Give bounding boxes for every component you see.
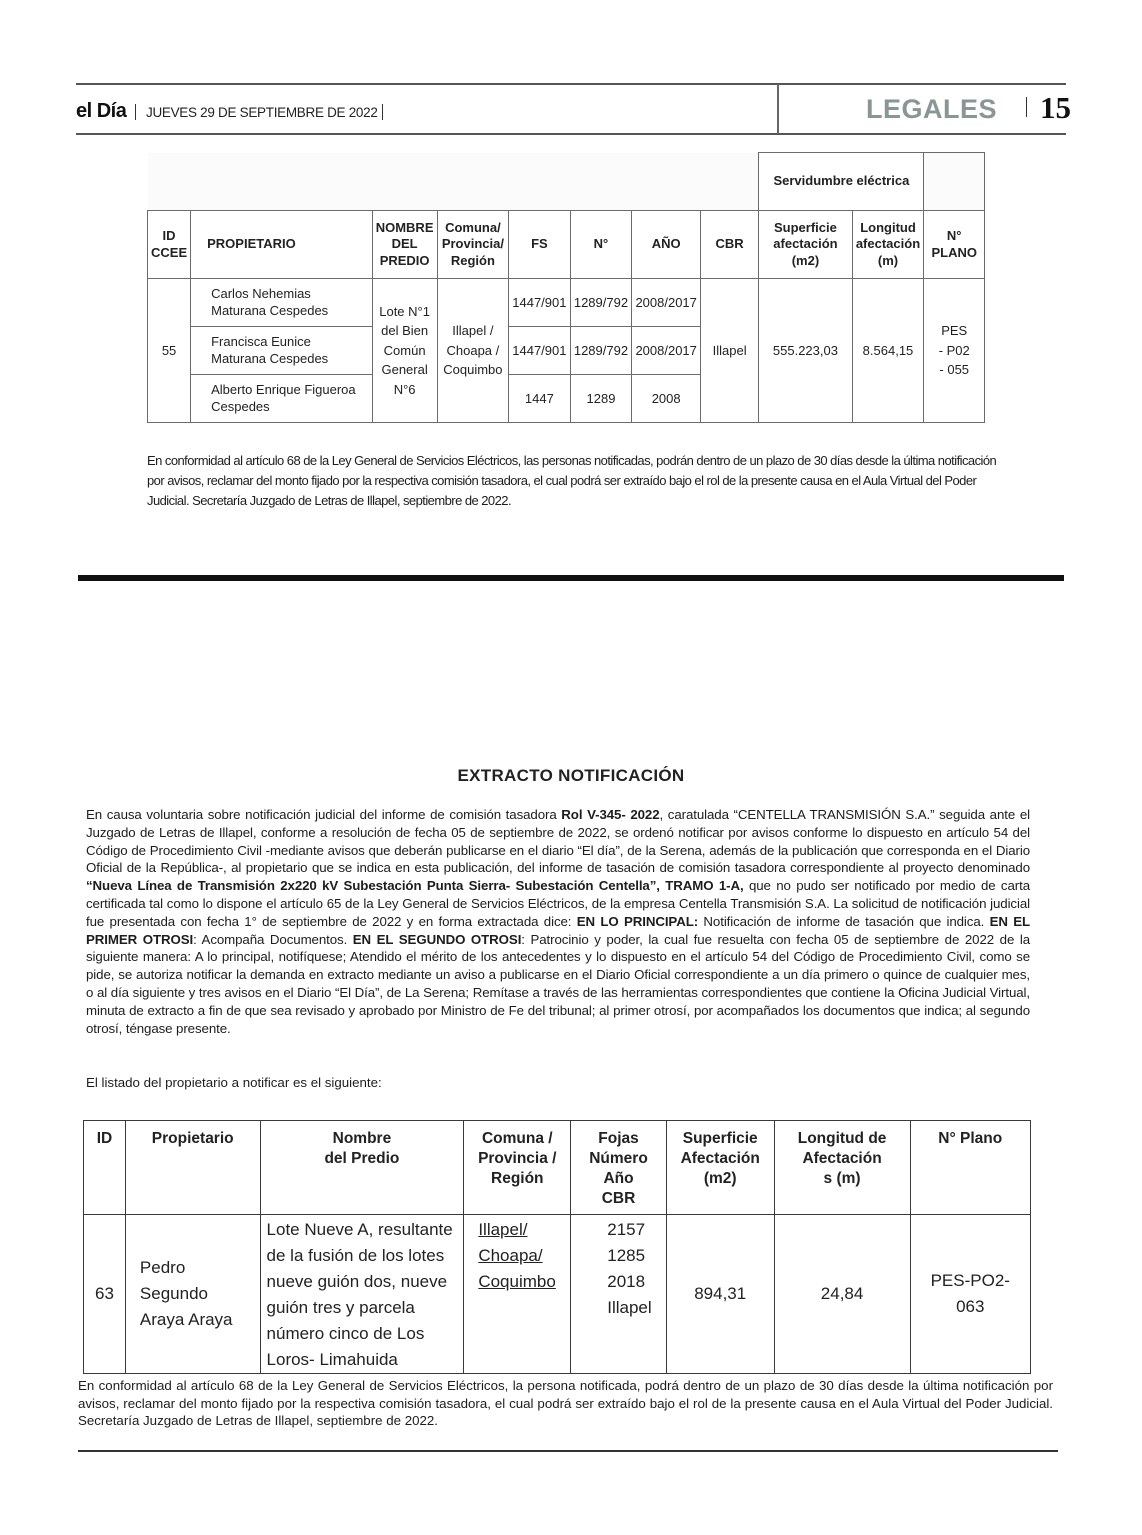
- list-intro: El listado del propietario a notificar es el siguiente:: [86, 1075, 382, 1090]
- notice-paragraph-2: En conformidad al artículo 68 de la Ley General de Servicios Eléctricos, la persona notificada, podrá dentro de un plazo de 30 días desde la última notificación por avisos, reclamar del monto fijado por la respectiva comisión tasadora, el cual podrá ser extraído bajo el rol de la presente causa en el Aula Virtual del Poder Judicial. Secretaría Juzgado de Letras de Illapel, septiembre de 2022.: [78, 1378, 1053, 1428]
- cell-superficie: 555.223,03: [759, 279, 852, 423]
- numero-value: 1285: [607, 1246, 646, 1265]
- header-top-rule: [76, 83, 1066, 85]
- body-text: que no pudo ser notificado por medio de carta certificada tal como lo dispone el artículo 65 de la Ley General de Servicios Eléctricos, de la empresa Centella Transmisión S.A. La solicitud de notificación judicial fue presentada con fecha 1° de septiembre de 2022 y en forma extractada dice:: [86, 878, 1030, 929]
- col-header-numero: N°: [570, 211, 632, 279]
- col-header-propietario: PROPIETARIO: [191, 211, 373, 279]
- col-header-plano: N° Plano: [910, 1121, 1030, 1215]
- cbr-value: Illapel: [607, 1298, 652, 1317]
- cell-fs: 1447/901: [509, 327, 570, 375]
- cell-anio: 2008/2017: [632, 327, 700, 375]
- cell-fs: 1447: [509, 375, 570, 423]
- col-header-comuna: Comuna / Provincia / Región: [464, 1121, 571, 1215]
- col-header-predio: Nombre del Predio: [260, 1121, 464, 1215]
- notice-paragraph-1: En conformidad al artículo 68 de la Ley General de Servicios Eléctricos, las personas notificadas, podrán dentro de un plazo de 30 días desde la última notificación por avisos, reclamar del monto fijado por la respectiva comisión tasadora, el cual podrá ser extraído bajo el rol de la presente causa en el Aula Virtual del Poder Judicial. Secretaría Juzgado de Letras de Illapel, septiembre de 2022.: [147, 453, 997, 508]
- col-header-longitud: Longitud de Afectación s (m): [774, 1121, 910, 1215]
- cell-numero: 1289/792: [570, 279, 632, 327]
- owners-table-ccee-55: [147, 152, 985, 423]
- cell-anio: 2008/2017: [632, 279, 700, 327]
- body-text: Notificación de informe de tasación que indica.: [698, 913, 990, 929]
- cell-propietario: Carlos Nehemias Maturana Cespedes: [191, 279, 373, 327]
- cell-numero: 1289/792: [570, 327, 632, 375]
- anio-value: 2018: [607, 1272, 646, 1291]
- table-row: [148, 279, 985, 327]
- cell-numero: 1289: [570, 375, 632, 423]
- cell-id: 55: [148, 279, 191, 423]
- col-header-id: ID CCEE: [148, 211, 191, 279]
- cell-longitud: 8.564,15: [852, 279, 924, 423]
- col-header-comuna: Comuna/ Provincia/ Región: [437, 211, 509, 279]
- col-header-plano: N° PLANO: [924, 211, 985, 279]
- cell-comuna: [464, 1215, 571, 1374]
- comuna-text: Illapel/ Choapa/ Coquimbo: [478, 1220, 556, 1291]
- extracto-title: EXTRACTO NOTIFICACIÓN: [457, 766, 685, 785]
- col-header-longitud: Longitud afectación (m): [852, 211, 924, 279]
- cell-predio: Lote Nueve A, resultante de la fusión de los lotes nueve guión dos, nueve guión tres y parcela número cinco de Los Loros- Limahuida: [260, 1215, 464, 1374]
- cell-anio: 2008: [632, 375, 700, 423]
- col-header-propietario: Propietario: [125, 1121, 260, 1215]
- cell-plano: PES - P02 - 055: [924, 279, 985, 423]
- cell-propietario: Alberto Enrique Figueroa Cespedes: [191, 375, 373, 423]
- table-row: [84, 1215, 1031, 1374]
- body-text: En causa voluntaria sobre notificación judicial del informe de comisión tasadora: [86, 807, 562, 822]
- col-header-superficie: Superficie afectación (m2): [759, 211, 852, 279]
- cell-fojas: [571, 1215, 667, 1374]
- body-text: : Acompaña Documentos.: [193, 931, 353, 947]
- cell-propietario: Pedro Segundo Araya Araya: [125, 1215, 260, 1374]
- bottom-rule: [78, 1450, 1058, 1452]
- cell-comuna: Illapel / Choapa / Coquimbo: [437, 279, 509, 423]
- newspaper-logo: el Día: [76, 100, 127, 122]
- col-header-cbr: CBR: [700, 211, 758, 279]
- cell-longitud: 24,84: [774, 1215, 910, 1374]
- col-header-fs: FS: [509, 211, 570, 279]
- rol-number: Rol V-345- 2022: [561, 807, 660, 822]
- bold-heading: EN EL PRIMER OTROSI: [86, 913, 1030, 947]
- cell-plano: PES-PO2-063: [910, 1215, 1030, 1374]
- fojas-value: 2157: [607, 1220, 646, 1239]
- header-pipe: [382, 104, 383, 120]
- cell-propietario: Francisca Eunice Maturana Cespedes: [191, 327, 373, 375]
- cell-cbr: Illapel: [700, 279, 758, 423]
- header-bottom-rule: [76, 133, 1066, 135]
- bold-heading: EN LO PRINCIPAL:: [576, 913, 699, 929]
- header-pipe: [1026, 97, 1027, 117]
- cell-predio: Lote N°1 del Bien Común General N°6: [372, 279, 437, 423]
- owner-table-63: [83, 1120, 1031, 1374]
- group-header-servidumbre: Servidumbre eléctrica: [759, 153, 924, 211]
- col-header-predio: NOMBRE DEL PREDIO: [372, 211, 437, 279]
- section-title: LEGALES: [866, 94, 998, 124]
- section-divider: [78, 575, 1064, 581]
- col-header-id: ID: [84, 1121, 126, 1215]
- publication-date: JUEVES 29 DE SEPTIEMBRE DE 2022: [146, 105, 378, 120]
- body-text: , caratulada “CENTELLA TRANSMISIÓN S.A.” seguida ante el Juzgado de Letras de Illapel, conforme a resolución de fecha 05 de septiembre de 2022, se ordenó notificar por avisos conforme lo dispuesto en artículo 54 del Código de Procedimiento Civil -mediante avisos que deberán publicarse en el diario “El día”, de la Serena, además de la publicación que corresponda en el Diario Oficial de la República-, al propietario que se indica en esta publicación, del informe de tasación de comisión tasadora correspondiente al proyecto denominado: [86, 807, 1030, 876]
- cell-superficie: 894,31: [666, 1215, 774, 1374]
- col-header-fojas: Fojas Número Año CBR: [571, 1121, 667, 1215]
- col-header-superficie: Superficie Afectación (m2): [666, 1121, 774, 1215]
- header-pipe: [135, 104, 136, 120]
- cell-fs: 1447/901: [509, 279, 570, 327]
- header-divider: [777, 84, 779, 134]
- bold-heading: EN EL SEGUNDO OTROSI: [352, 931, 522, 947]
- table-blank-space: [148, 153, 759, 211]
- col-header-anio: AÑO: [632, 211, 700, 279]
- table-blank-space: [924, 153, 985, 211]
- body-text: : Patrocinio y poder, la cual fue resuelta con fecha 05 de septiembre de 2022 de la siguiente manera: A lo principal, notifíquese; Atendido el mérito de los antecedentes y lo dispuesto en el artículo 54 del Código de Procedimiento Civil, como se pide, se autoriza notificar la demanda en extracto mediante un aviso a publicarse en el Diario Oficial correspondiente a un día primero o quince de cualquier mes, o al día siguiente y tres avisos en el Diario “El Día”, de La Serena; Remítase a través de las herramientas correspondientes que contiene la Oficina Judicial Virtual, minuta de extracto a fin de que sea revisado y aprobado por Ministro de Fe del tribunal; al primer otrosí, por acompañados los documentos que indica; al segundo otrosí, téngase presente.: [86, 931, 1030, 1036]
- page-number: 15: [1040, 90, 1071, 125]
- extracto-body: [86, 806, 1030, 1037]
- cell-id: 63: [84, 1215, 126, 1374]
- project-name: “Nueva Línea de Transmisión 2x220 kV Subestación Punta Sierra- Subestación Centella”, TRAMO 1-A,: [86, 878, 744, 894]
